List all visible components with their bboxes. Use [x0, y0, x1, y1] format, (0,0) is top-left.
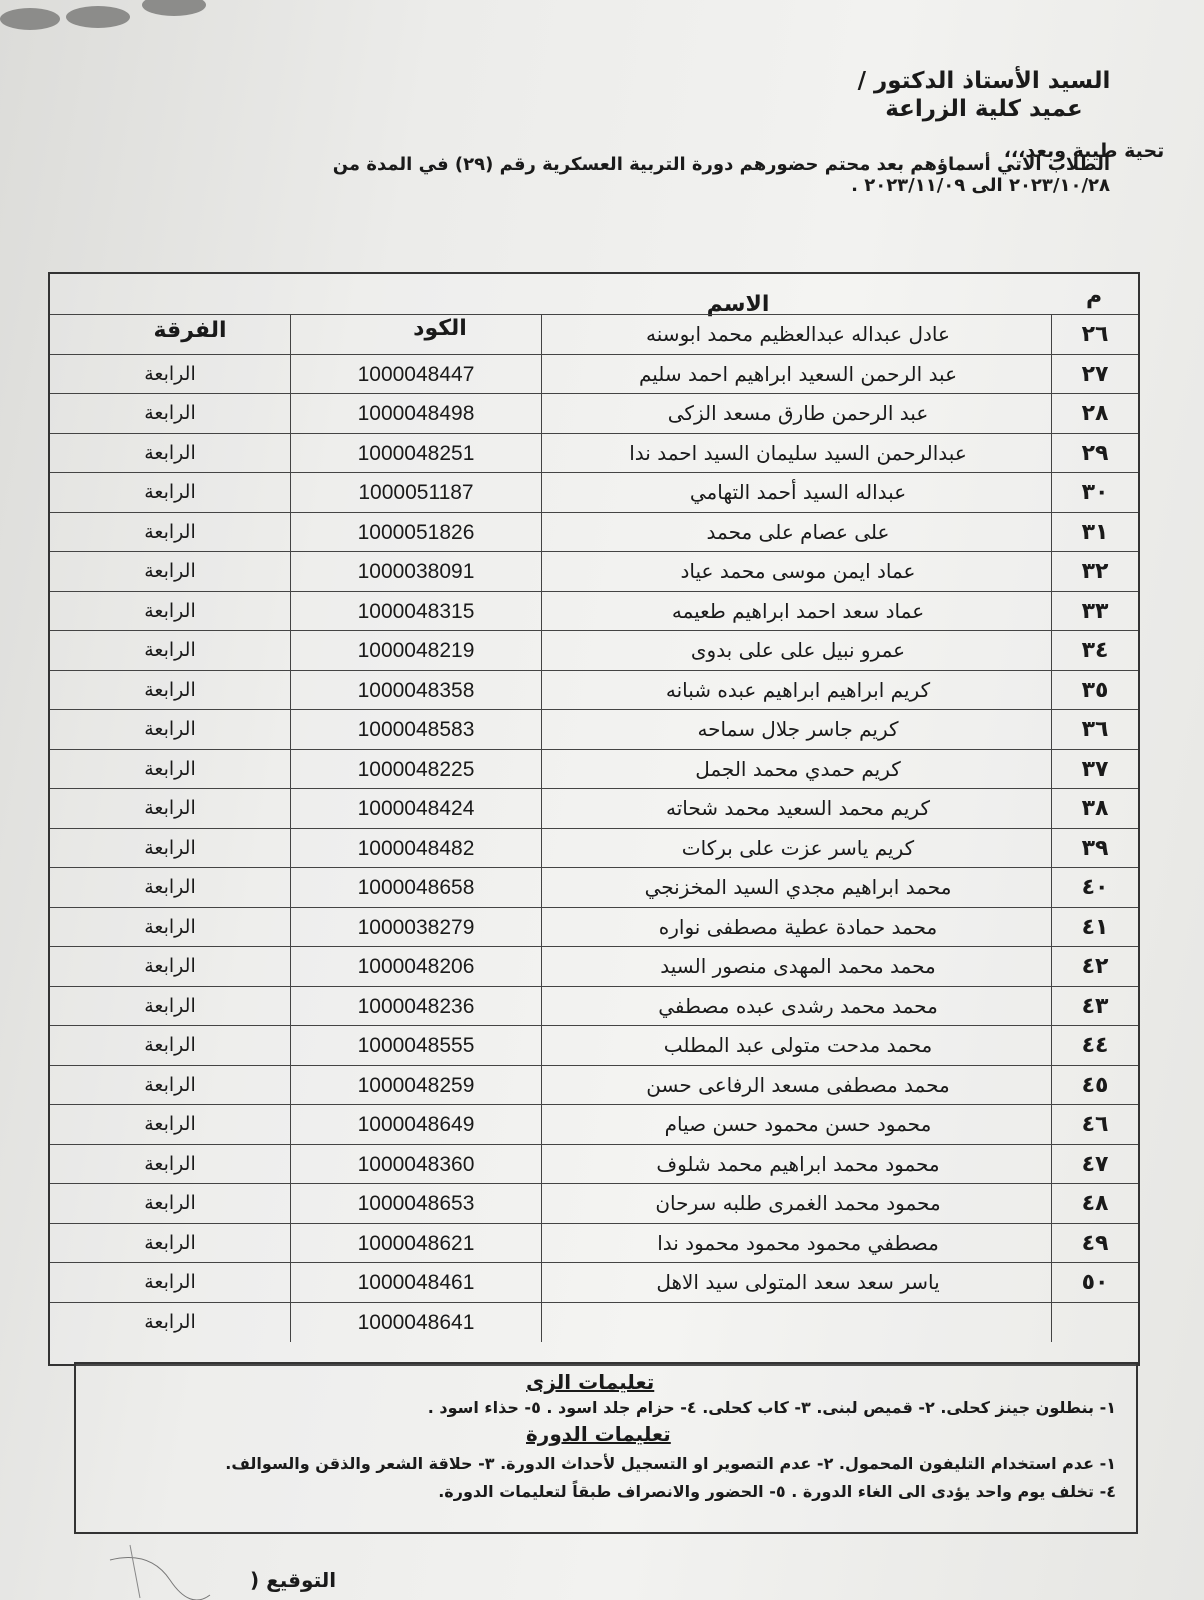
- table-row: [50, 1223, 1138, 1263]
- student-class: [50, 315, 290, 354]
- student-code: 1000048653: [290, 1184, 542, 1223]
- table-row: [50, 946, 1138, 986]
- student-class: الرابعة: [144, 718, 196, 740]
- table-row: [50, 1025, 1138, 1065]
- folder-tabs: [0, 0, 260, 34]
- table-row: [50, 907, 1138, 947]
- table-row: [50, 986, 1138, 1026]
- student-name: محمد محمد رشدى عبده مصطفي: [658, 993, 938, 1018]
- student-class: الرابعة: [144, 402, 196, 424]
- table-row: [50, 709, 1138, 749]
- student-code: 1000038091: [290, 552, 542, 591]
- table-row: [50, 828, 1138, 868]
- student-name: محمد ابراهيم مجدي السيد المخزنجي: [644, 875, 952, 899]
- header-code: الكود: [413, 316, 467, 341]
- student-code: 1000048225: [290, 750, 542, 789]
- student-name: عادل عبداله عبدالعظيم محمد ابوسنه: [646, 322, 950, 346]
- student-code: 1000048447: [290, 355, 542, 394]
- student-name: كريم محمد السعيد محمد شحاته: [666, 796, 930, 820]
- row-number: ٣٢: [1051, 552, 1138, 591]
- student-class: الرابعة: [144, 1310, 196, 1333]
- row-number: ٣٠: [1051, 473, 1138, 512]
- row-number: ٤٠: [1051, 868, 1138, 907]
- student-class: الرابعة: [144, 1034, 196, 1056]
- student-code: 1000048236: [290, 987, 542, 1026]
- folder-tab: [142, 0, 206, 16]
- student-name: عبد الرحمن طارق مسعد الزكى: [667, 401, 929, 425]
- uniform-instructions: ١- بنطلون جينز كحلى. ٢- قميص لبنى. ٣- كاب كحلى. ٤- حزام جلد اسود . ٥- حذاء اسود .: [427, 1398, 1116, 1417]
- student-code: 1000048641: [290, 1303, 542, 1342]
- student-class: الرابعة: [144, 1152, 196, 1175]
- row-number: ٢٦: [1051, 315, 1138, 354]
- row-number: ٣٣: [1051, 592, 1138, 631]
- student-class: الرابعة: [144, 876, 196, 898]
- student-name: كريم جاسر جلال سماحه: [697, 717, 899, 741]
- student-class: الرابعة: [144, 797, 196, 819]
- student-name: [558, 1303, 1038, 1342]
- student-name: كريم ابراهيم ابراهيم عبده شبانه: [665, 677, 931, 702]
- row-number: ٤٣: [1051, 987, 1138, 1026]
- row-number: ٣٩: [1051, 829, 1138, 868]
- student-code: 1000048315: [290, 592, 542, 631]
- table-row: [50, 591, 1138, 631]
- student-name: محمد مصطفى مسعد الرفاعى حسن: [646, 1072, 950, 1097]
- student-name: ياسر سعد سعد المتولى سيد الاهل: [656, 1270, 940, 1294]
- student-name: عماد سعد احمد ابراهيم طعيمه: [671, 598, 925, 623]
- row-number: ٤١: [1051, 908, 1138, 947]
- student-name: عمرو نبيل على على بدوى: [690, 638, 906, 662]
- student-class: الرابعة: [144, 599, 196, 622]
- student-code: 1000048498: [290, 394, 542, 433]
- course-instructions-title: تعليمات الدورة: [526, 1422, 671, 1446]
- row-number: ٣٨: [1051, 789, 1138, 828]
- uniform-instructions-title: تعليمات الزى: [526, 1370, 655, 1394]
- student-code: 1000051187: [290, 473, 542, 512]
- table-row: [50, 1262, 1138, 1302]
- row-number: ٢٨: [1051, 394, 1138, 433]
- row-number: ٣٧: [1051, 750, 1138, 789]
- row-number: ٢٩: [1051, 434, 1138, 473]
- folder-tab: [66, 6, 130, 28]
- table-row: [50, 512, 1138, 552]
- row-number: ٣٥: [1051, 671, 1138, 710]
- table-row: [50, 1302, 1138, 1342]
- student-code: 1000051826: [290, 513, 542, 552]
- course-instructions-1: ١- عدم استخدام التليفون المحمول. ٢- عدم التصوير او التسجيل لأحداث الدورة. ٣- حلاقة الشعر والذقن والسوالف.: [225, 1454, 1116, 1473]
- student-class: الرابعة: [144, 1271, 196, 1293]
- student-code: 1000048251: [290, 434, 542, 473]
- student-class: الرابعة: [144, 955, 196, 977]
- student-code: 1000048482: [290, 829, 542, 868]
- student-code: 1000048424: [290, 789, 542, 828]
- table-row: [50, 749, 1138, 789]
- student-code: 1000048583: [290, 710, 542, 749]
- student-code: 1000048649: [290, 1105, 542, 1144]
- student-class: الرابعة: [144, 915, 196, 938]
- student-code: 1000048555: [290, 1026, 542, 1065]
- student-code: 1000048658: [290, 868, 542, 907]
- addressee-title: السيد الأستاذ الدكتور /: [857, 68, 1111, 94]
- student-name: عبداله السيد أحمد التهامي: [689, 480, 907, 504]
- student-class: الرابعة: [144, 520, 196, 543]
- student-code: 1000048461: [290, 1263, 542, 1302]
- student-class: الرابعة: [144, 678, 196, 701]
- student-code: [290, 315, 542, 354]
- table-row: [50, 393, 1138, 433]
- row-number: ٤٦: [1051, 1105, 1138, 1144]
- row-number: ٤٧: [1051, 1145, 1138, 1184]
- student-code: 1000038279: [290, 908, 542, 947]
- header-class: الفرقة: [153, 318, 227, 343]
- student-name: محمد محمد المهدى منصور السيد: [660, 954, 936, 978]
- table-row: [50, 1104, 1138, 1144]
- row-number: ٤٤: [1051, 1026, 1138, 1065]
- header-name: الاسم: [706, 292, 770, 317]
- student-class: الرابعة: [144, 560, 196, 582]
- addressee-dean: عميد كلية الزراعة: [885, 96, 1083, 122]
- table-row: [50, 788, 1138, 828]
- table-row: [50, 867, 1138, 907]
- student-class: الرابعة: [144, 836, 196, 859]
- table-row: [50, 551, 1138, 591]
- table-row: [50, 433, 1138, 473]
- row-number: ٣٦: [1051, 710, 1138, 749]
- student-name: محمد مدحت متولى عبد المطلب: [663, 1033, 933, 1057]
- student-code: 1000048358: [290, 671, 542, 710]
- student-class: الرابعة: [144, 757, 196, 780]
- student-name: عماد ايمن موسى محمد عياد: [680, 559, 916, 583]
- student-class: الرابعة: [144, 1073, 196, 1096]
- student-code: 1000048259: [290, 1066, 542, 1105]
- students-table: [48, 272, 1140, 1366]
- table-row: [50, 670, 1138, 710]
- student-name: محمد حمادة عطية مصطفى نواره: [658, 914, 938, 939]
- student-name: عبدالرحمن السيد سليمان السيد احمد ندا: [629, 440, 967, 465]
- student-code: 1000048360: [290, 1145, 542, 1184]
- student-name: مصطفي محمود محمود محمود ندا: [657, 1230, 939, 1255]
- folder-tab: [0, 8, 60, 30]
- student-name: محمود محمد الغمرى طلبه سرحان: [655, 1191, 941, 1215]
- student-class: الرابعة: [144, 1192, 196, 1214]
- table-row: [50, 630, 1138, 670]
- student-code: 1000048206: [290, 947, 542, 986]
- student-name: على عصام على محمد: [706, 519, 890, 544]
- row-number: ٤٨: [1051, 1184, 1138, 1223]
- student-class: الرابعة: [144, 362, 196, 385]
- student-class: الرابعة: [144, 994, 196, 1017]
- student-name: كريم ياسر عزت على بركات: [681, 835, 915, 860]
- greeting: تحية طيبة وبعد،،،: [1003, 140, 1165, 162]
- row-number: ٥٠: [1051, 1263, 1138, 1302]
- table-row: [50, 1144, 1138, 1184]
- student-class: الرابعة: [144, 639, 196, 661]
- row-number: ٤٥: [1051, 1066, 1138, 1105]
- table-row: [50, 1065, 1138, 1105]
- student-code: 1000048219: [290, 631, 542, 670]
- row-number: ٣٤: [1051, 631, 1138, 670]
- row-number: ٣١: [1051, 513, 1138, 552]
- student-name: محمود محمد ابراهيم محمد شلوف: [656, 1151, 940, 1176]
- signature-label: التوقيع (: [250, 1568, 337, 1592]
- student-name: عبد الرحمن السعيد ابراهيم احمد سليم: [638, 361, 958, 386]
- table-row: [50, 314, 1138, 354]
- student-code: 1000048621: [290, 1224, 542, 1263]
- header-number: م: [1085, 284, 1103, 309]
- student-class: الرابعة: [144, 441, 196, 464]
- student-class: الرابعة: [144, 481, 196, 503]
- table-row: [50, 354, 1138, 394]
- student-name: كريم حمدي محمد الجمل: [695, 756, 901, 781]
- row-number: [1051, 1303, 1138, 1342]
- student-name: محمود حسن محمود حسن صيام: [664, 1112, 932, 1136]
- student-class: الرابعة: [144, 1231, 196, 1254]
- row-number: ٢٧: [1051, 355, 1138, 394]
- student-class: الرابعة: [144, 1113, 196, 1135]
- row-number: ٤٩: [1051, 1224, 1138, 1263]
- table-row: [50, 1183, 1138, 1223]
- table-row: [50, 472, 1138, 512]
- instructions-box: [74, 1362, 1138, 1534]
- row-number: ٤٢: [1051, 947, 1138, 986]
- intro-text: الطلاب الاتي أسماؤهم بعد محتم حضورهم دورة التربية العسكرية رقم (٢٩) في المدة من ٢٠٢٣/١٠/٢٨ الى ٢٠٢٣/١١/٠٩ .: [332, 154, 1110, 196]
- course-instructions-2: ٤- تخلف يوم واحد يؤدى الى الغاء الدورة . ٥- الحضور والانصراف طبقاً لتعليمات الدورة.: [438, 1482, 1116, 1501]
